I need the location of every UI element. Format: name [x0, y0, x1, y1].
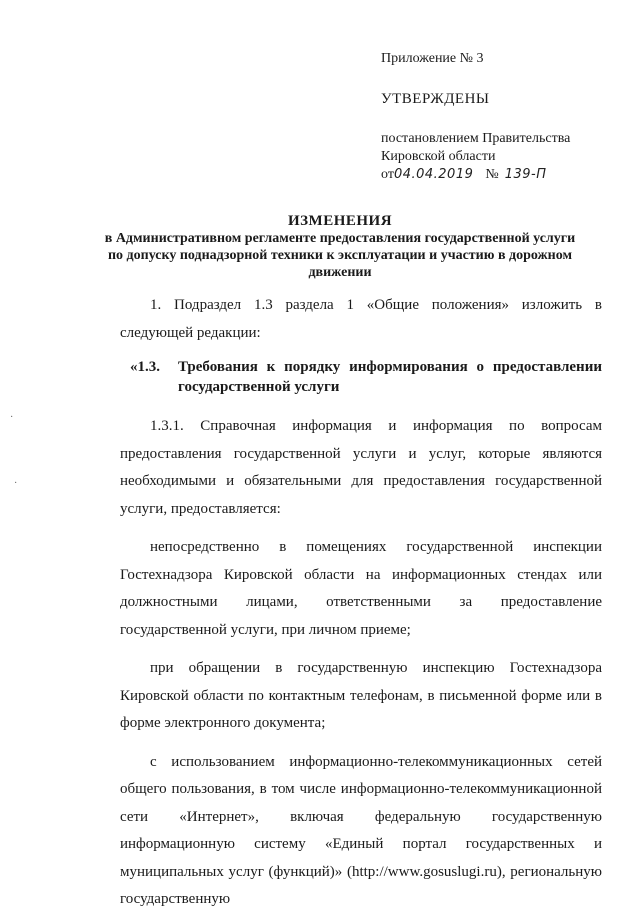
number-prefix: № [485, 167, 499, 182]
document-title: ИЗМЕНЕНИЯ [287, 213, 393, 229]
paragraph-in-person: непосредственно в помещениях государственной инспекции Гостехнадзора Кировской области на информационных стендах или должностными лицами, ответственными за предоставление государственной услуги, при личном приеме; [120, 539, 602, 638]
handwritten-number: 139-П [504, 167, 547, 182]
approved-label: УТВЕРЖДЕНЫ [381, 91, 490, 107]
paragraph-1: 1. Подраздел 1.3 раздела 1 «Общие положения» изложить в следующей редакции: [120, 297, 602, 341]
document-title-block [100, 213, 580, 281]
decree-line-1: постановлением Правительства [381, 131, 571, 146]
paragraph-1-3-1: 1.3.1. Справочная информация и информация по вопросам предоставления государственной услуги и услуг, которые являются необходимыми и обязательными для предоставления государственной услуги, предоставляется: [120, 418, 602, 517]
appendix-label: Приложение № 3 [381, 51, 484, 66]
date-prefix: от [381, 167, 394, 182]
approval-block [381, 50, 631, 184]
document-body [120, 292, 602, 914]
decree-reference [381, 130, 631, 184]
handwritten-date: 04.04.2019 [393, 167, 474, 182]
section-heading [120, 357, 602, 397]
section-heading-number: «1.3. [130, 359, 160, 375]
paragraph-by-contact: при обращении в государственную инспекцию Гостехнадзора Кировской области по контактным телефонам, в письменной форме или в форме электронного документа; [120, 660, 602, 731]
document-subtitle: в Административном регламенте предоставления государственной услуги по допуску поднадзорной техники к эксплуатации и участию в дорожном движении [104, 231, 576, 280]
scan-speck: · [14, 478, 18, 489]
decree-line-2: Кировской области [381, 149, 496, 164]
decree-date-line [381, 166, 631, 184]
section-heading-text: Требования к порядку информирования о предоставлении государственной услуги [178, 359, 602, 395]
scan-speck: · [10, 412, 14, 423]
paragraph-internet: с использованием информационно-телекоммуникационных сетей общего пользования, в том числе информационно-телекоммуникационной сети «Интернет», включая федеральную государственную информационную систему «Единый портал государственных и муниципальных услуг (функций)» (http://www.gosuslugi.ru), региональную государственную [120, 753, 602, 907]
